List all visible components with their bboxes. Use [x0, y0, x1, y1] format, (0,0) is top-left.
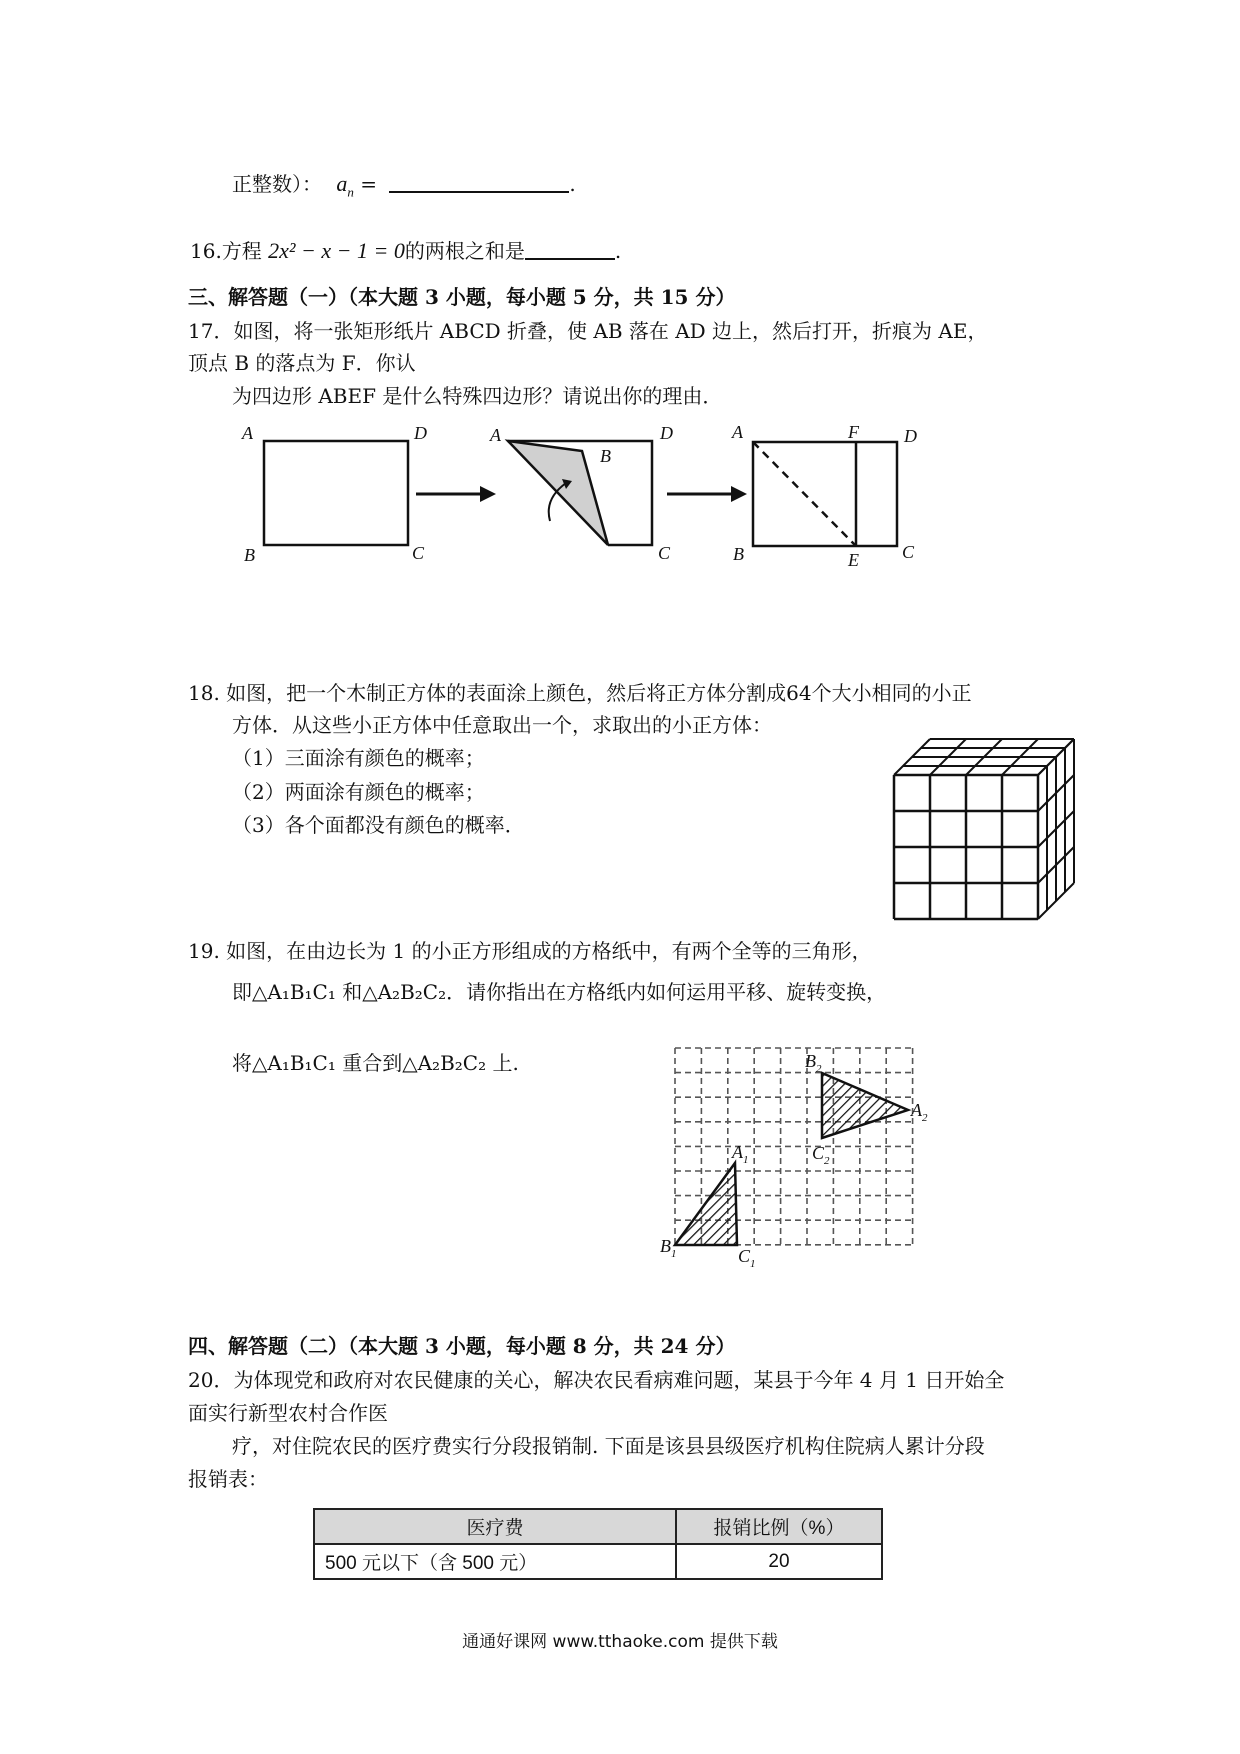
q16-text2: 的两根之和是: [404, 239, 525, 263]
q18-cube-figure: [880, 725, 1080, 925]
q20-line2: 面实行新型农村合作医: [188, 1401, 388, 1425]
q15-end: .: [569, 172, 576, 196]
q17-figure-folding: [488, 425, 688, 565]
q18-item1: （1）三面涂有颜色的概率；: [232, 746, 485, 770]
q16-equation: 2x² − x − 1 = 0: [268, 238, 405, 263]
label-a1: [731, 1142, 749, 1166]
q18-line2: 方体．从这些小正方体中任意取出一个，求取出的小正方体：: [232, 713, 772, 737]
label-d: D: [660, 423, 673, 443]
label-c1-letter: C: [738, 1246, 751, 1266]
q20-line1: 20．为体现党和政府对农民健康的关心，解决农民看病难问题，某县于今年 4 月 1 日开始全: [188, 1368, 1005, 1392]
reimbursement-table: [313, 1508, 883, 1580]
section4-heading: 四、解答题（二）（本大题 3 小题，每小题 8 分，共 24 分）: [188, 1334, 736, 1358]
label-c: C: [902, 542, 915, 562]
label-e: E: [848, 550, 859, 570]
q16-end: .: [614, 239, 622, 263]
label-d: D: [414, 423, 427, 443]
label-c: C: [412, 543, 425, 563]
label-b2-letter: B: [805, 1051, 816, 1071]
q17-figure-result: [730, 420, 930, 570]
q15-line: [232, 170, 576, 206]
q16-text1: 方程: [221, 239, 269, 263]
label-a: A: [242, 423, 253, 443]
label-c2-sub: 2: [824, 1155, 830, 1167]
q20-line3: 疗，对住院农民的医疗费实行分段报销制. 下面是该县县级医疗机构住院病人累计分段: [232, 1434, 985, 1458]
page-footer: 通通好课网 www.tthaoke.com 提供下载: [462, 1632, 778, 1652]
arrow-right-icon: [416, 484, 498, 504]
label-a2-sub: 2: [922, 1112, 928, 1124]
q16-line: [190, 237, 621, 265]
label-d: D: [904, 426, 917, 446]
q18-item2: （2）两面涂有颜色的概率；: [232, 780, 485, 804]
q18-line1: 18. 如图，把一个木制正方体的表面涂上颜色，然后将正方体分割成64个大小相同的小正: [188, 681, 972, 705]
label-a: A: [732, 422, 743, 442]
label-a2-letter: A: [911, 1100, 922, 1120]
q15-var-sub: n: [347, 184, 354, 200]
section3-heading: 三、解答题（一）（本大题 3 小题，每小题 5 分，共 15 分）: [188, 285, 736, 309]
label-c1-sub: 1: [750, 1258, 756, 1270]
q19-line1: 19. 如图，在由边长为 1 的小正方形组成的方格纸中，有两个全等的三角形，: [188, 939, 872, 963]
q19-line3: 将△A₁B₁C₁ 重合到△A₂B₂C₂ 上.: [232, 1051, 519, 1075]
crease-ae: [753, 442, 856, 546]
label-c: C: [658, 543, 671, 563]
table-header-ratio: 报销比例（%）: [676, 1509, 882, 1544]
q15-eq: =: [353, 172, 377, 196]
table-cell-fee: 500 元以下（含 500 元）: [314, 1544, 676, 1579]
label-b1-letter: B: [660, 1236, 671, 1256]
q15-var: [336, 171, 354, 200]
table-row: [314, 1544, 882, 1579]
label-c1: [738, 1246, 756, 1270]
q17-line3: 为四边形 ABEF 是什么特殊四边形？请说出你的理由．: [232, 384, 723, 408]
folded-flap: [508, 441, 608, 545]
table-header-row: [314, 1509, 882, 1544]
q16-number: 16.: [190, 239, 222, 263]
label-b: B: [600, 446, 611, 466]
label-a1-sub: 1: [743, 1154, 749, 1166]
q20-line4: 报销表：: [188, 1467, 268, 1491]
triangle-a1b1c1: [675, 1163, 737, 1245]
label-b2-sub: 2: [816, 1063, 822, 1075]
label-c2-letter: C: [812, 1143, 825, 1163]
triangle-a2b2c2: [822, 1073, 908, 1138]
label-b1: [660, 1236, 677, 1260]
q16-answer-blank[interactable]: [525, 238, 615, 260]
q15-var-letter: a: [336, 171, 348, 196]
table-header-fee: 医疗费: [314, 1509, 676, 1544]
q15-prefix: 正整数）：: [232, 172, 322, 196]
q17-line1: 17．如图，将一张矩形纸片 ABCD 折叠，使 AB 落在 AD 边上，然后打开，折痕为 AE，: [188, 319, 988, 343]
label-b: B: [733, 544, 744, 564]
table-cell-ratio: 20: [676, 1544, 882, 1579]
label-a: A: [490, 425, 501, 445]
q18-item3: （3）各个面都没有颜色的概率．: [232, 813, 525, 837]
q19-line2: 即△A₁B₁C₁ 和△A₂B₂C₂．请你指出在方格纸内如何运用平移、旋转变换，: [232, 980, 887, 1004]
label-b1-sub: 1: [671, 1248, 677, 1260]
rectangle-abcd: [264, 441, 408, 545]
q19-grid-figure: [660, 1040, 950, 1290]
label-b: B: [244, 545, 255, 565]
q15-answer-blank[interactable]: [389, 171, 569, 193]
label-f: F: [848, 422, 859, 442]
q17-line2: 顶点 B 的落点为 F．你认: [188, 351, 416, 375]
label-a1-letter: A: [732, 1142, 743, 1162]
